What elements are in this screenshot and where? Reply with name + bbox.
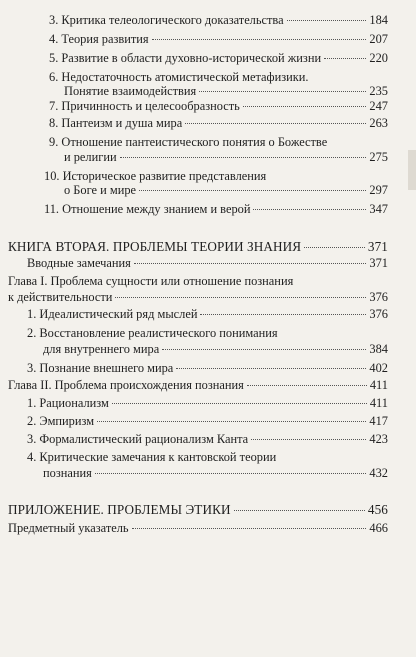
toc-entry-title-cont: для внутреннего мира: [43, 342, 160, 356]
toc-entry: [27, 432, 388, 446]
toc-entry-page: 347: [369, 202, 388, 216]
toc-entry-page: 207: [369, 32, 388, 46]
toc-chapter-title: Глава II. Проблема происхождения познания: [8, 378, 244, 392]
toc-entry: [43, 466, 388, 480]
leader-dots: [162, 349, 366, 350]
leader-dots: [115, 297, 366, 298]
toc-entry: [27, 414, 388, 428]
toc-entry-page: 423: [369, 432, 388, 446]
toc-part-heading: [8, 503, 388, 517]
leader-dots: [287, 20, 367, 21]
toc-entry-page: 417: [369, 414, 388, 428]
leader-dots: [234, 510, 365, 511]
toc-entry-page: 402: [369, 361, 388, 375]
toc-entry: [44, 202, 388, 216]
toc-entry-title: 3. Формалистический рационализм Канта: [27, 432, 249, 446]
toc-entry-title: 10. Историческое развитие представления: [44, 169, 267, 183]
toc-entry-page: 432: [369, 466, 388, 480]
leader-dots: [185, 123, 366, 124]
leader-dots: [253, 209, 366, 210]
leader-dots: [134, 263, 367, 264]
toc-entry: [49, 13, 388, 27]
toc-entry: [49, 51, 388, 65]
toc-entry-page: 263: [369, 116, 388, 130]
toc-entry-title: Вводные замечания: [27, 256, 131, 270]
leader-dots: [176, 368, 366, 369]
toc-entry: [64, 183, 388, 197]
toc-entry-page: 371: [367, 239, 388, 254]
leader-dots: [324, 58, 366, 59]
toc-entry-title: 1. Рационализм: [27, 396, 109, 410]
toc-entry-title: 6. Недостаточность атомистической метафизики.: [49, 70, 309, 84]
toc-entry-title: 2. Эмпиризм: [27, 414, 95, 428]
toc-entry: [27, 307, 388, 321]
toc-entry: [8, 378, 388, 392]
toc-entry: [49, 116, 388, 130]
toc-part-heading: [8, 240, 388, 254]
toc-entry: [49, 32, 388, 46]
toc-entry: [64, 84, 388, 98]
leader-dots: [152, 39, 367, 40]
leader-dots: [304, 247, 365, 248]
leader-dots: [243, 106, 367, 107]
toc-entry: [27, 256, 388, 270]
leader-dots: [200, 314, 366, 315]
toc-entry-title: 3. Критика телеологического доказательства: [49, 13, 284, 27]
toc-chapter-title: Глава I. Проблема сущности или отношение познания: [8, 274, 294, 288]
toc-entry-title-cont: о Боге и мире: [64, 183, 137, 197]
toc-entry-title: 11. Отношение между знанием и верой: [44, 202, 251, 216]
toc-entry-page: 235: [369, 84, 388, 98]
toc-entry: [8, 521, 388, 535]
leader-dots: [132, 528, 367, 529]
toc-entry-page: 184: [369, 13, 388, 27]
toc-entry-title-cont: к действительности: [8, 290, 113, 304]
toc-entry-title: 5. Развитие в области духовно-исторической жизни: [49, 51, 322, 65]
toc-entry-page: 466: [369, 521, 388, 535]
toc-entry-title: 7. Причинность и целесообразность: [49, 99, 240, 113]
toc-entry-page: 456: [367, 502, 388, 517]
toc-entry: [27, 361, 388, 375]
toc-entry-title: Предметный указатель: [8, 521, 129, 535]
leader-dots: [97, 421, 366, 422]
toc-entry: [27, 396, 388, 410]
leader-dots: [95, 473, 367, 474]
toc-entry-title: 3. Познание внешнего мира: [27, 361, 174, 375]
toc-part-title: КНИГА ВТОРАЯ. ПРОБЛЕМЫ ТЕОРИИ ЗНАНИЯ: [8, 239, 302, 254]
toc-entry-page: 247: [369, 99, 388, 113]
toc-entry-title-cont: и религии: [64, 150, 117, 164]
leader-dots: [247, 385, 367, 386]
toc-entry-title: 8. Пантеизм и душа мира: [49, 116, 183, 130]
toc-entry-page: 220: [369, 51, 388, 65]
toc-entry: [8, 290, 388, 304]
toc-entry-page: 275: [369, 150, 388, 164]
leader-dots: [251, 439, 366, 440]
toc-entry-title: 4. Критические замечания к кантовской теории: [27, 450, 277, 464]
toc-entry-page: 384: [369, 342, 388, 356]
toc-entry-title-cont: Понятие взаимодействия: [64, 84, 197, 98]
toc-entry: [43, 342, 388, 356]
leader-dots: [120, 157, 367, 158]
toc-entry-page: 297: [369, 183, 388, 197]
leader-dots: [139, 190, 366, 191]
toc-entry-page: 371: [369, 256, 388, 270]
toc-entry-title-cont: познания: [43, 466, 92, 480]
toc-entry-page: 411: [369, 378, 388, 392]
toc-entry-page: 376: [369, 290, 388, 304]
toc-part-title: ПРИЛОЖЕНИЕ. ПРОБЛЕМЫ ЭТИКИ: [8, 502, 231, 517]
toc-entry-title: 1. Идеалистический ряд мыслей: [27, 307, 198, 321]
leader-dots: [112, 403, 367, 404]
toc-entry-title: 2. Восстановление реалистического понимания: [27, 326, 278, 340]
toc-entry-title: 4. Теория развития: [49, 32, 149, 46]
page-edge-shadow: [408, 150, 416, 190]
toc-entry-title: 9. Отношение пантеистического понятия о Божестве: [49, 135, 328, 149]
toc-entry-page: 376: [369, 307, 388, 321]
toc-entry: [49, 99, 388, 113]
toc-entry: [64, 150, 388, 164]
leader-dots: [199, 91, 366, 92]
toc-entry-page: 411: [369, 396, 388, 410]
